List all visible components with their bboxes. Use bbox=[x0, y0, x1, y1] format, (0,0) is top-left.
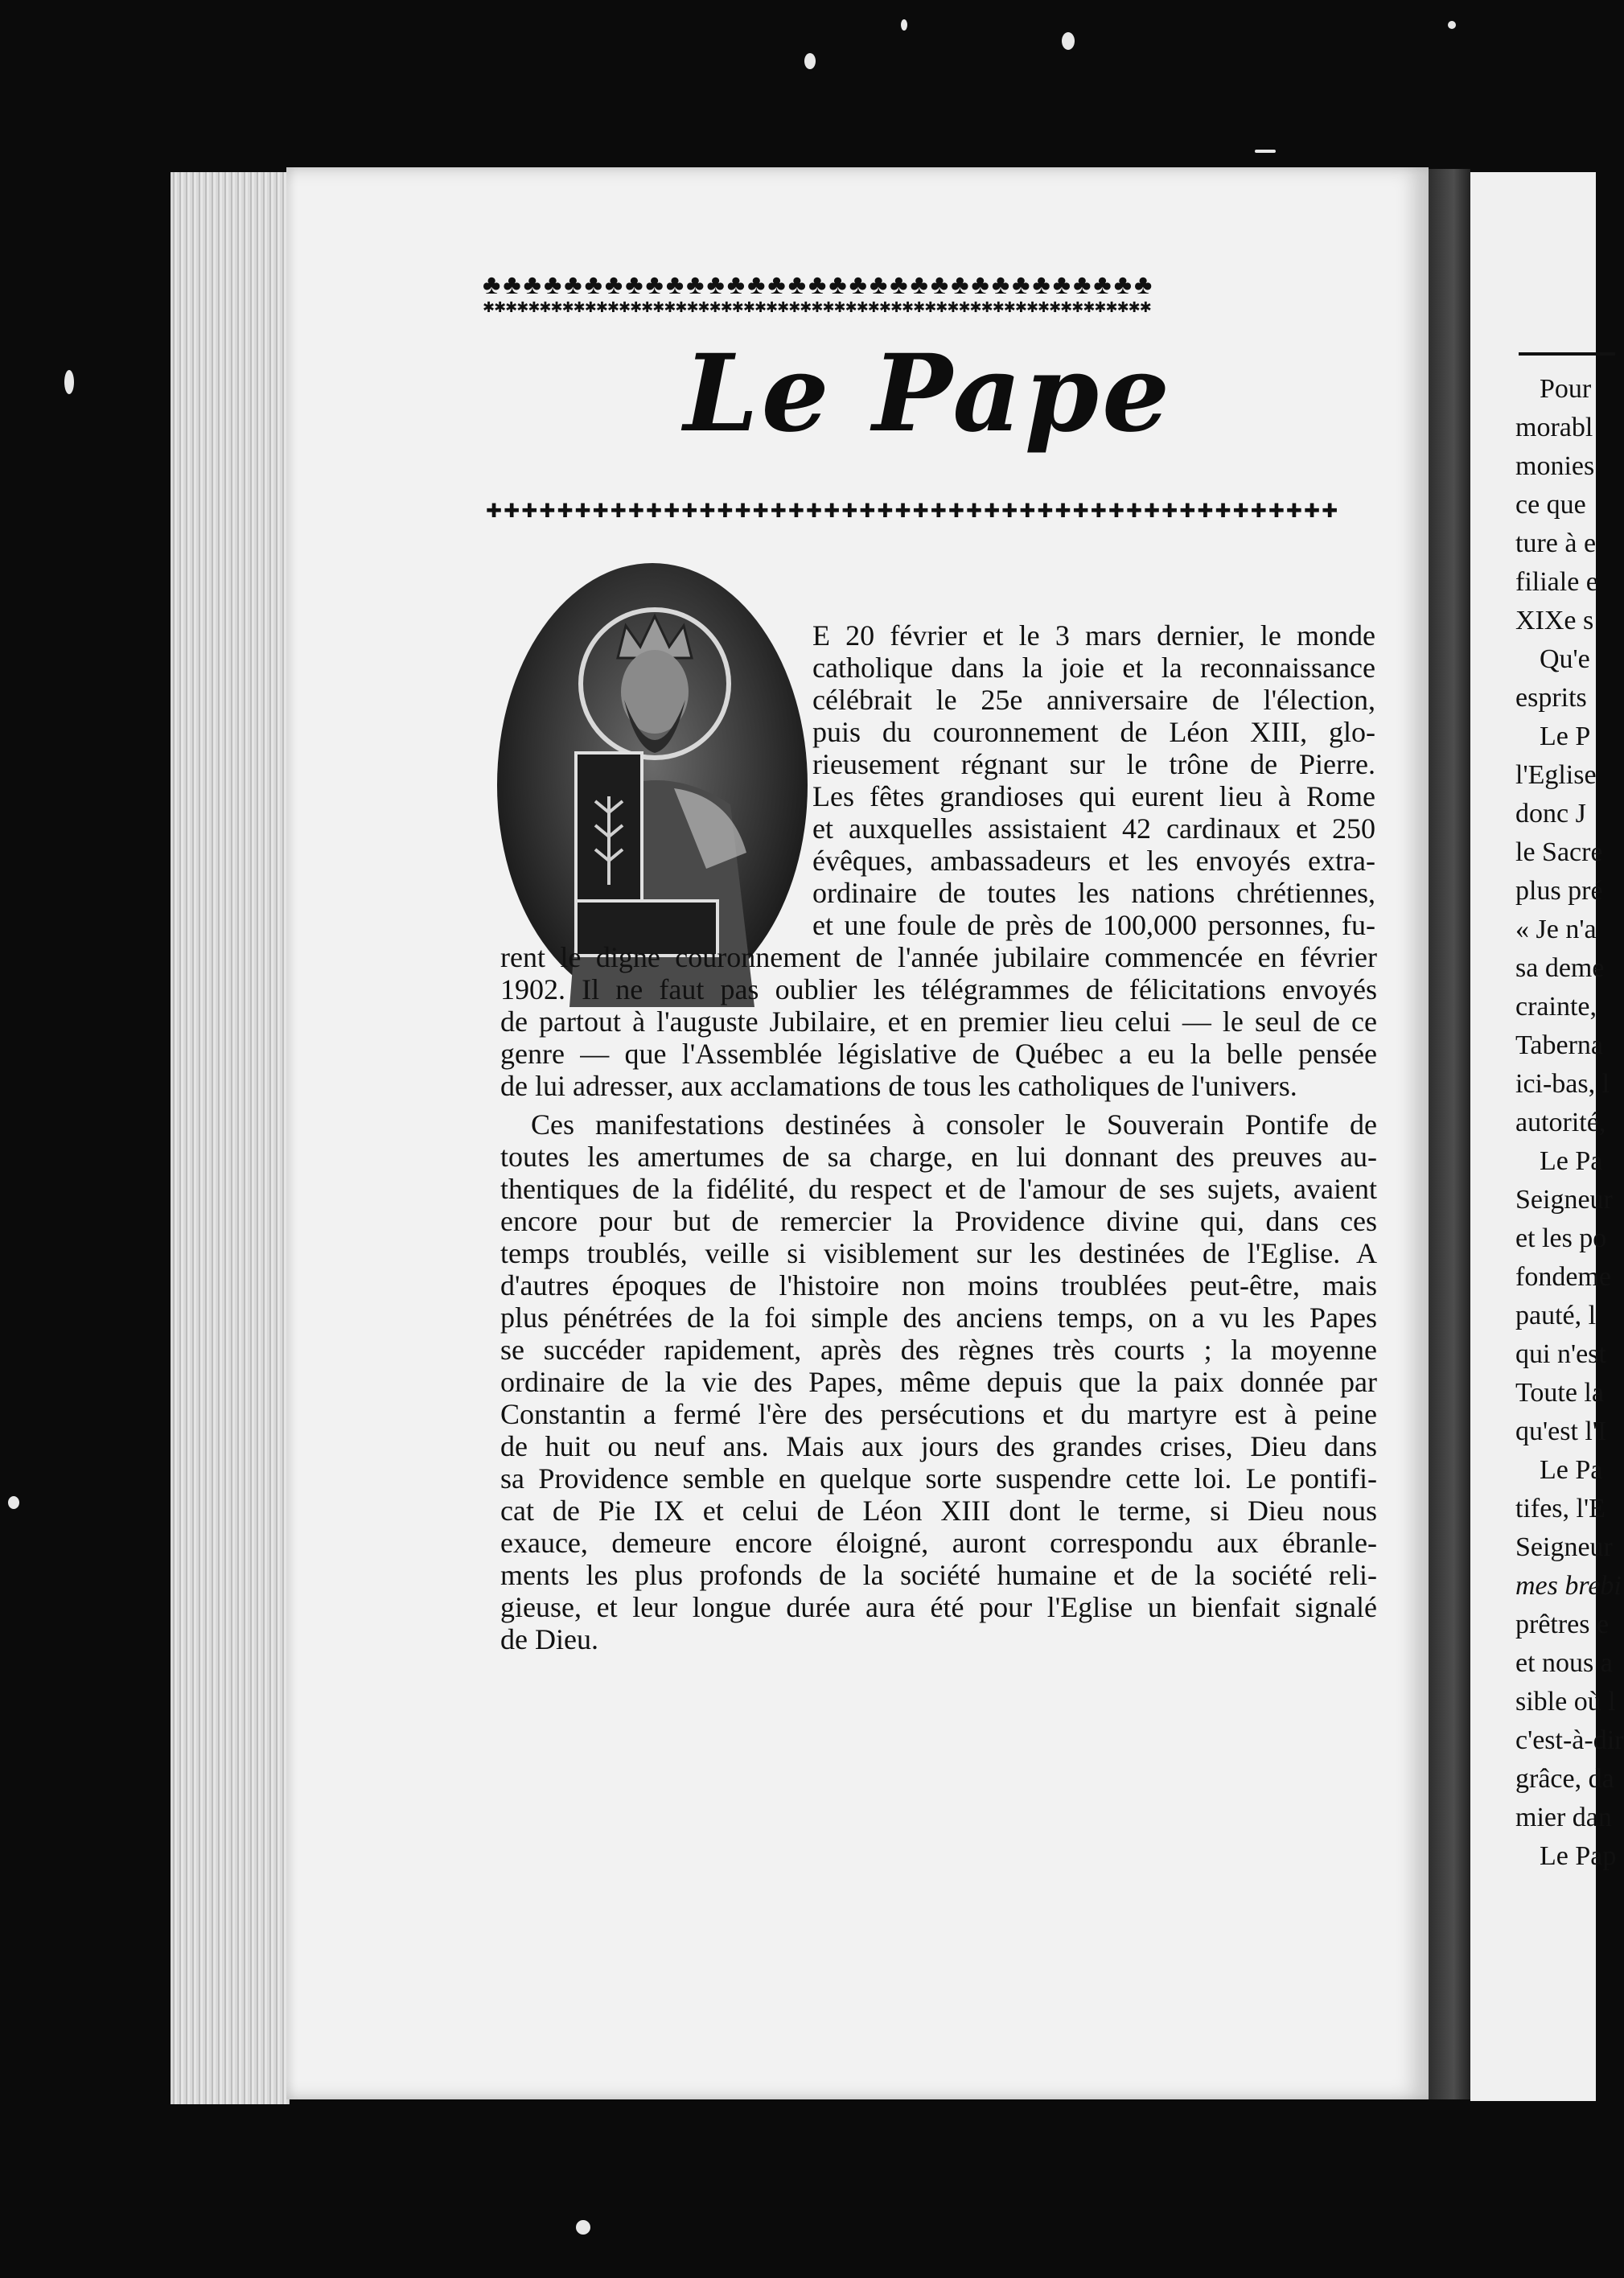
right-page-line: donc J bbox=[1515, 799, 1586, 829]
right-page-line: Seigneur bbox=[1515, 1185, 1613, 1215]
text-line: exauce, demeure encore éloigné, auront correspondu aux ébranle- bbox=[500, 1527, 1377, 1559]
text-line: ordinaire de toutes les nations chrétiennes, bbox=[812, 877, 1375, 909]
text-line: thentiques de la fidélité, du respect et de l'amour de ses sujets, avaient bbox=[500, 1173, 1377, 1205]
text-line: se succéder rapidement, après des règnes très courts ; la moyenne bbox=[500, 1334, 1377, 1366]
right-page-line: prêtres e bbox=[1515, 1610, 1610, 1639]
right-page-line: plus pré bbox=[1515, 876, 1603, 906]
text-line: et auxquelles assistaient 42 cardinaux et 250 bbox=[812, 812, 1375, 845]
fleuron-border: ♣♣♣♣♣♣♣♣♣♣♣♣♣♣♣♣♣♣♣♣♣♣♣♣♣♣♣♣♣♣♣♣♣ bbox=[483, 270, 1155, 300]
film-speck bbox=[1062, 32, 1075, 50]
right-page-line: le Sacre bbox=[1515, 837, 1603, 867]
right-page-line: mier dan bbox=[1515, 1803, 1612, 1832]
page-title: Le Pape bbox=[683, 331, 1174, 456]
text-line: et une foule de près de 100,000 personnes, fu- bbox=[812, 909, 1375, 941]
text-line: ments les plus profonds de la société humaine et de la société reli- bbox=[500, 1559, 1377, 1591]
right-page-line: fondeme bbox=[1515, 1262, 1611, 1292]
right-page-rule bbox=[1519, 352, 1615, 356]
text-line: de partout à l'auguste Jubilaire, et en premier lieu celui — le seul de ce bbox=[500, 1005, 1377, 1038]
right-page-line: et nous a bbox=[1515, 1648, 1613, 1678]
right-page-line: Taberna bbox=[1515, 1030, 1603, 1060]
right-page-line: l'Eglise bbox=[1515, 760, 1597, 790]
text-line: rieusement régnant sur le trône de Pierre. bbox=[812, 748, 1375, 780]
header-ornament bbox=[483, 272, 1374, 320]
text-line: encore pour but de remercier la Providence divine qui, dans ces bbox=[500, 1205, 1377, 1237]
text-line: Les fêtes grandioses qui eurent lieu à Rome bbox=[812, 780, 1375, 812]
right-page-line: sa deme bbox=[1515, 953, 1605, 983]
right-page-line: et les po bbox=[1515, 1223, 1607, 1253]
film-speck bbox=[8, 1496, 19, 1509]
right-page-line: qu'est l'I bbox=[1515, 1417, 1607, 1446]
right-page bbox=[1470, 172, 1624, 2101]
cross-rule: ✚✚✚✚✚✚✚✚✚✚✚✚✚✚✚✚✚✚✚✚✚✚✚✚✚✚✚✚✚✚✚✚✚✚✚✚✚✚✚✚✚✚✚✚✚✚✚✚ bbox=[486, 501, 1340, 522]
right-page-line: XIXe s bbox=[1515, 606, 1594, 635]
text-line: rent le digne couronnement de l'année jubilaire commencée en février bbox=[500, 941, 1377, 973]
right-page-line: esprits bbox=[1515, 683, 1587, 713]
book-page-edges bbox=[171, 172, 290, 2104]
text-line: ordinaire de la vie des Papes, même depuis que la paix donnée par bbox=[500, 1366, 1377, 1398]
film-speck bbox=[901, 19, 907, 31]
right-page-line: ce que bbox=[1515, 490, 1586, 520]
text-line: évêques, ambassadeurs et les envoyés extra- bbox=[812, 845, 1375, 877]
text-line: de Dieu. bbox=[500, 1623, 598, 1655]
right-page-line: crainte, bbox=[1515, 992, 1597, 1022]
text-line: puis du couronnement de Léon XIII, glo- bbox=[812, 716, 1375, 748]
right-page-line: Le P bbox=[1540, 722, 1591, 751]
text-line: Ces manifestations destinées à consoler le Souverain Pontife de bbox=[531, 1108, 1377, 1141]
right-page-line: Le Pa bbox=[1540, 1455, 1603, 1485]
right-page-line: Seigneur bbox=[1515, 1532, 1613, 1562]
book-gutter bbox=[1429, 169, 1470, 2099]
right-page-line: « Je n'a bbox=[1515, 915, 1597, 944]
text-line: catholique dans la joie et la reconnaissance bbox=[812, 652, 1375, 684]
text-line: plus pénétrées de la foi simple des anciens temps, on a vu les Papes bbox=[500, 1301, 1377, 1334]
film-speck bbox=[64, 370, 74, 394]
right-page-line: sible où l bbox=[1515, 1687, 1616, 1717]
right-page-line: monies bbox=[1515, 451, 1595, 481]
film-speck bbox=[1448, 21, 1456, 29]
right-page-line: Pour bbox=[1540, 374, 1592, 404]
right-page-line: filiale e bbox=[1515, 567, 1598, 597]
right-page-line: tifes, l'E bbox=[1515, 1494, 1605, 1523]
text-line: d'autres époques de l'histoire non moins troublées peut-être, mais bbox=[500, 1269, 1377, 1301]
film-speck bbox=[804, 53, 816, 69]
text-line: célébrait le 25e anniversaire de l'élection, bbox=[812, 684, 1375, 716]
right-page-line: ici-bas, l bbox=[1515, 1069, 1610, 1099]
film-speck bbox=[576, 2220, 590, 2235]
text-line: E 20 février et le 3 mars dernier, le monde bbox=[812, 619, 1375, 652]
right-page-line: morabl bbox=[1515, 413, 1593, 442]
text-line: temps troublés, veille si visiblement sur les destinées de l'Eglise. A bbox=[500, 1237, 1377, 1269]
right-page-line: Le Pap bbox=[1540, 1841, 1617, 1871]
text-line: de huit ou neuf ans. Mais aux jours des grandes crises, Dieu dans bbox=[500, 1430, 1377, 1462]
right-page-line: ture à e bbox=[1515, 528, 1597, 558]
right-page-line: grâce, da bbox=[1515, 1764, 1614, 1794]
right-page-line: c'est-à-dir bbox=[1515, 1725, 1624, 1755]
text-line: de lui adresser, aux acclamations de tous les catholiques de l'univers. bbox=[500, 1070, 1297, 1102]
right-page-line: Qu'e bbox=[1540, 644, 1590, 674]
text-line: toutes les amertumes de sa charge, en lui donnant des preuves au- bbox=[500, 1141, 1377, 1173]
right-page-line: Toute la bbox=[1515, 1378, 1604, 1408]
text-line: Constantin a fermé l'ère des persécutions et du martyre est à peine bbox=[500, 1398, 1377, 1430]
film-speck bbox=[1255, 150, 1276, 153]
text-line: cat de Pie IX et celui de Léon XIII dont le terme, si Dieu nous bbox=[500, 1495, 1377, 1527]
text-line: 1902. Il ne faut pas oublier les télégrammes de félicitations envoyés bbox=[500, 973, 1377, 1005]
right-page-line: mes brebi bbox=[1515, 1571, 1622, 1601]
right-page-line: qui n'est bbox=[1515, 1339, 1606, 1369]
right-page-line: Le Pa bbox=[1540, 1146, 1603, 1176]
right-page-line: autorité, bbox=[1515, 1108, 1606, 1137]
star-border: ✱✱✱✱✱✱✱✱✱✱✱✱✱✱✱✱✱✱✱✱✱✱✱✱✱✱✱✱✱✱✱✱✱✱✱✱✱✱✱✱✱✱✱✱✱✱✱✱✱✱✱✱✱✱✱✱✱✱✱ bbox=[483, 299, 1151, 315]
text-line: sa Providence semble en quelque sorte suspendre cette loi. Le pontifi- bbox=[500, 1462, 1377, 1495]
text-line: gieuse, et leur longue durée aura été pour l'Eglise un bienfait signalé bbox=[500, 1591, 1377, 1623]
right-page-line: pauté, l bbox=[1515, 1301, 1597, 1330]
text-line: genre — que l'Assemblée législative de Québec a eu la belle pensée bbox=[500, 1038, 1377, 1070]
